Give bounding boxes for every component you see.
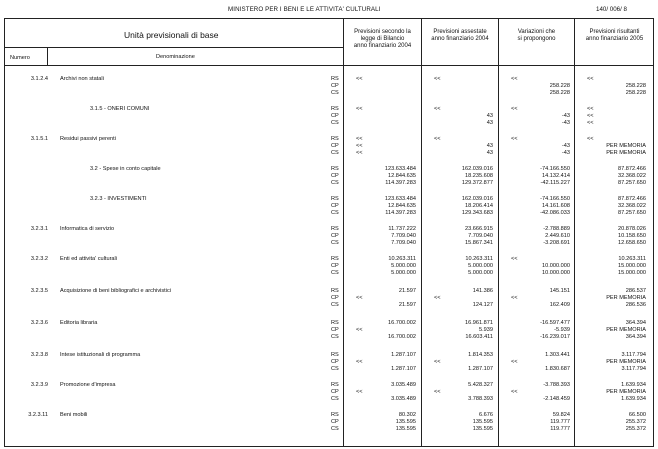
cell-value: 5.000.000 bbox=[391, 263, 416, 269]
cell-value: -43 bbox=[561, 143, 570, 149]
row-denomination: Acquisizione di beni bibliografici e archivistici bbox=[60, 288, 171, 294]
value-column-3 bbox=[505, 226, 570, 247]
cell-value: -5.939 bbox=[554, 327, 570, 333]
cell-value: 145.151 bbox=[549, 288, 570, 294]
row-code: CS bbox=[331, 180, 339, 186]
cell-value: << bbox=[511, 136, 518, 142]
row-code: RS bbox=[331, 76, 339, 82]
cell-value: 12.844.635 bbox=[388, 203, 416, 209]
row-code: CP bbox=[331, 359, 339, 365]
cell-value: 10.263.311 bbox=[465, 256, 493, 262]
cell-value bbox=[428, 90, 493, 97]
value-column-3 bbox=[505, 76, 570, 97]
cell-value: -16.239.017 bbox=[540, 334, 570, 340]
cell-value: 80.302 bbox=[398, 412, 416, 418]
cell-value: 15.000.000 bbox=[618, 263, 646, 269]
row-number: 3.2.3.6 bbox=[30, 320, 48, 326]
row-code: RS bbox=[331, 226, 339, 232]
cell-value: << bbox=[587, 120, 594, 126]
cell-value: 87.872.466 bbox=[618, 166, 646, 172]
cell-value: 18.206.414 bbox=[465, 203, 493, 209]
cell-value: 135.595 bbox=[395, 419, 416, 425]
row-code: CP bbox=[331, 327, 339, 333]
cell-value: 10.000.000 bbox=[542, 270, 570, 276]
row-code: CS bbox=[331, 302, 339, 308]
cell-value: -16.597.477 bbox=[540, 320, 570, 326]
cell-value: 114.397.283 bbox=[385, 210, 416, 216]
row-code: CP bbox=[331, 419, 339, 425]
cell-value: 10.263.311 bbox=[618, 256, 646, 262]
value-column-3 bbox=[505, 320, 570, 341]
row-code: RS bbox=[331, 136, 339, 142]
row-denomination: 3.2 - Spese in conto capitale bbox=[90, 166, 161, 172]
cell-value: 16.700.002 bbox=[388, 334, 416, 340]
table-row bbox=[0, 226, 658, 247]
value-column-4 bbox=[581, 76, 646, 97]
cell-value: 258.228 bbox=[549, 83, 570, 89]
cell-value: 10.158.650 bbox=[618, 233, 646, 239]
row-code: RS bbox=[331, 256, 339, 262]
value-column-1 bbox=[350, 106, 416, 127]
cell-value: 16.961.871 bbox=[465, 320, 493, 326]
cell-value: 12.844.635 bbox=[388, 173, 416, 179]
cell-value: << bbox=[511, 295, 518, 301]
cell-value: << bbox=[434, 389, 441, 395]
cell-value: -2.788.889 bbox=[543, 226, 570, 232]
row-code: CP bbox=[331, 203, 339, 209]
row-denomination: 3.2.3 - INVESTIMENTI bbox=[90, 196, 147, 202]
cell-value: 114.397.283 bbox=[385, 180, 416, 186]
value-column-4 bbox=[581, 226, 646, 247]
row-code: RS bbox=[331, 106, 339, 112]
cell-value: 162.039.016 bbox=[461, 166, 493, 172]
value-column-4 bbox=[581, 136, 646, 157]
cell-value: 14.132.414 bbox=[542, 173, 570, 179]
cell-value: 15.867.341 bbox=[465, 240, 493, 246]
cell-value: -43 bbox=[561, 120, 570, 126]
cell-value: 6.676 bbox=[479, 412, 493, 418]
cell-value: 66.500 bbox=[628, 412, 646, 418]
cell-value: 14.161.608 bbox=[542, 203, 570, 209]
cell-value: -74.166.550 bbox=[540, 166, 570, 172]
row-codes bbox=[331, 226, 345, 247]
row-code: CS bbox=[331, 426, 339, 432]
cell-value: 7.709.040 bbox=[468, 233, 493, 239]
value-column-3 bbox=[505, 352, 570, 373]
row-code: CS bbox=[331, 150, 339, 156]
cell-value: 1.287.107 bbox=[391, 366, 416, 372]
row-codes bbox=[331, 106, 345, 127]
cell-value: << bbox=[434, 106, 441, 112]
cell-value: 135.595 bbox=[395, 426, 416, 432]
cell-value: 43 bbox=[486, 113, 493, 119]
table-row bbox=[0, 382, 658, 403]
cell-value: 10.000.000 bbox=[542, 263, 570, 269]
cell-value: << bbox=[356, 295, 363, 301]
cell-value: 286.536 bbox=[625, 302, 646, 308]
table-row bbox=[0, 166, 658, 187]
cell-value: << bbox=[587, 76, 594, 82]
cell-value: PER MEMORIA bbox=[606, 295, 646, 301]
col1-header: Previsioni secondo la legge di Bilancio anno finanziario 2004 bbox=[353, 29, 412, 50]
value-column-4 bbox=[581, 196, 646, 217]
cell-value: 3.788.393 bbox=[468, 396, 493, 402]
cell-value: 2.449.610 bbox=[545, 233, 570, 239]
cell-value: << bbox=[356, 136, 363, 142]
table-row bbox=[0, 256, 658, 277]
cell-value: << bbox=[587, 106, 594, 112]
cell-value: 5.939 bbox=[479, 327, 493, 333]
cell-value: << bbox=[511, 106, 518, 112]
cell-value: 12.658.650 bbox=[618, 240, 646, 246]
cell-value: 21.597 bbox=[398, 288, 416, 294]
cell-value: -74.166.550 bbox=[540, 196, 570, 202]
table-row bbox=[0, 76, 658, 97]
row-denomination: Archivi non statali bbox=[60, 76, 104, 82]
value-column-1 bbox=[350, 320, 416, 341]
row-code: CS bbox=[331, 270, 339, 276]
cell-value: 15.000.000 bbox=[618, 270, 646, 276]
row-denomination: Intese istituzionali di programma bbox=[60, 352, 141, 358]
row-number: 3.2.3.8 bbox=[30, 352, 48, 358]
cell-value: 5.428.327 bbox=[468, 382, 493, 388]
value-column-1 bbox=[350, 382, 416, 403]
row-denomination: Enti ed attivita' culturali bbox=[60, 256, 118, 262]
cell-value: 258.228 bbox=[625, 90, 646, 96]
cell-value: 5.000.000 bbox=[468, 263, 493, 269]
row-number: 3.2.3.9 bbox=[30, 382, 48, 388]
row-code: CP bbox=[331, 143, 339, 149]
row-denomination: Residui passivi perenti bbox=[60, 136, 116, 142]
cell-value: 7.709.040 bbox=[391, 233, 416, 239]
table-row bbox=[0, 106, 658, 127]
cell-value: 162.409 bbox=[549, 302, 570, 308]
cell-value: 16.603.411 bbox=[465, 334, 493, 340]
cell-value: 10.263.311 bbox=[388, 256, 416, 262]
row-codes bbox=[331, 136, 345, 157]
value-column-4 bbox=[581, 256, 646, 277]
row-code: CS bbox=[331, 210, 339, 216]
row-denomination: Beni mobili bbox=[60, 412, 88, 418]
row-codes bbox=[331, 76, 345, 97]
cell-value: 135.595 bbox=[472, 419, 493, 425]
cell-value bbox=[350, 113, 416, 120]
value-column-4 bbox=[581, 106, 646, 127]
row-codes bbox=[331, 320, 345, 341]
table-row bbox=[0, 288, 658, 309]
cell-value: 59.824 bbox=[552, 412, 570, 418]
value-column-3 bbox=[505, 412, 570, 433]
cell-value: 1.830.687 bbox=[545, 366, 570, 372]
row-number: 3.2.3.5 bbox=[30, 288, 48, 294]
value-column-2 bbox=[428, 196, 493, 217]
numero-header: Numero bbox=[10, 55, 30, 61]
value-column-3 bbox=[505, 196, 570, 217]
cell-value: << bbox=[511, 256, 518, 262]
cell-value: 258.228 bbox=[625, 83, 646, 89]
value-column-4 bbox=[581, 382, 646, 403]
cell-value: 43 bbox=[486, 143, 493, 149]
value-column-1 bbox=[350, 226, 416, 247]
row-number: 3.2.3.11 bbox=[28, 412, 48, 418]
row-number: 3.2.3.2 bbox=[30, 256, 48, 262]
cell-value bbox=[350, 83, 416, 90]
row-code: CS bbox=[331, 240, 339, 246]
cell-value: PER MEMORIA bbox=[606, 327, 646, 333]
value-column-4 bbox=[581, 166, 646, 187]
numero-divider bbox=[47, 47, 48, 65]
row-codes bbox=[331, 288, 345, 309]
row-code: CS bbox=[331, 366, 339, 372]
value-column-3 bbox=[505, 256, 570, 277]
value-column-2 bbox=[428, 288, 493, 309]
row-codes bbox=[331, 412, 345, 433]
cell-value: 258.228 bbox=[549, 90, 570, 96]
row-code: CS bbox=[331, 334, 339, 340]
table-row bbox=[0, 196, 658, 217]
row-code: CP bbox=[331, 295, 339, 301]
cell-value: << bbox=[511, 76, 518, 82]
row-code: CP bbox=[331, 389, 339, 395]
cell-value: 87.257.650 bbox=[618, 210, 646, 216]
cell-value: 3.117.794 bbox=[621, 366, 646, 372]
row-code: RS bbox=[331, 382, 339, 388]
cell-value: PER MEMORIA bbox=[606, 150, 646, 156]
row-number: 3.2.3.1 bbox=[30, 226, 48, 232]
row-code: CP bbox=[331, 263, 339, 269]
cell-value: << bbox=[356, 327, 363, 333]
value-column-1 bbox=[350, 136, 416, 157]
cell-value: 162.039.016 bbox=[461, 196, 493, 202]
row-denomination: Informatica di servizio bbox=[60, 226, 115, 232]
cell-value: 3.035.489 bbox=[391, 396, 416, 402]
row-code: CP bbox=[331, 173, 339, 179]
cell-value: 11.737.222 bbox=[388, 226, 416, 232]
value-column-2 bbox=[428, 320, 493, 341]
denominazione-header: Denominazione bbox=[156, 54, 195, 60]
cell-value: -43 bbox=[561, 150, 570, 156]
cell-value: 43 bbox=[486, 150, 493, 156]
value-column-1 bbox=[350, 256, 416, 277]
value-column-4 bbox=[581, 288, 646, 309]
cell-value: 129.372.877 bbox=[461, 180, 493, 186]
cell-value: 1.287.107 bbox=[391, 352, 416, 358]
cell-value: 3.117.794 bbox=[621, 352, 646, 358]
cell-value: << bbox=[434, 136, 441, 142]
page-reference: 140/ 006/ 8 bbox=[596, 6, 627, 13]
cell-value: 255.372 bbox=[625, 426, 646, 432]
cell-value: -3.208.691 bbox=[543, 240, 570, 246]
cell-value: 141.386 bbox=[472, 288, 493, 294]
cell-value: << bbox=[434, 295, 441, 301]
row-codes bbox=[331, 352, 345, 373]
cell-value: -42.086.033 bbox=[540, 210, 570, 216]
row-code: CS bbox=[331, 90, 339, 96]
cell-value: << bbox=[356, 106, 363, 112]
cell-value: 20.878.026 bbox=[618, 226, 646, 232]
table-row bbox=[0, 412, 658, 433]
cell-value: << bbox=[356, 389, 363, 395]
header-subdivider bbox=[4, 47, 344, 48]
row-code: RS bbox=[331, 288, 339, 294]
row-code: RS bbox=[331, 166, 339, 172]
cell-value: 135.595 bbox=[472, 426, 493, 432]
col4-header: Previsioni risultanti anno finanziario 2005 bbox=[585, 29, 644, 43]
row-codes bbox=[331, 166, 345, 187]
cell-value: 1.639.934 bbox=[621, 396, 646, 402]
row-codes bbox=[331, 196, 345, 217]
cell-value: 255.372 bbox=[625, 419, 646, 425]
cell-value: << bbox=[587, 113, 594, 119]
cell-value: 5.000.000 bbox=[391, 270, 416, 276]
row-code: CS bbox=[331, 120, 339, 126]
value-column-1 bbox=[350, 352, 416, 373]
cell-value: << bbox=[356, 359, 363, 365]
ministry-header: MINISTERO PER I BENI E LE ATTIVITA' CULTURALI bbox=[228, 6, 381, 13]
cell-value: << bbox=[356, 150, 363, 156]
value-column-3 bbox=[505, 136, 570, 157]
value-column-3 bbox=[505, 288, 570, 309]
cell-value: 23.666.915 bbox=[465, 226, 493, 232]
value-column-4 bbox=[581, 412, 646, 433]
header-bottom-line bbox=[4, 65, 654, 66]
cell-value: 129.343.683 bbox=[461, 210, 493, 216]
cell-value: 87.872.466 bbox=[618, 196, 646, 202]
cell-value: 124.127 bbox=[472, 302, 493, 308]
cell-value: 119.777 bbox=[550, 426, 570, 432]
value-column-4 bbox=[581, 352, 646, 373]
cell-value: 87.257.650 bbox=[618, 180, 646, 186]
value-column-3 bbox=[505, 382, 570, 403]
cell-value bbox=[350, 90, 416, 97]
col2-header: Previsioni assestate anno finanziario 2004 bbox=[431, 29, 489, 43]
cell-value: << bbox=[434, 76, 441, 82]
table-row bbox=[0, 136, 658, 157]
cell-value: << bbox=[356, 76, 363, 82]
row-code: CP bbox=[331, 233, 339, 239]
row-code: RS bbox=[331, 352, 339, 358]
value-column-4 bbox=[581, 320, 646, 341]
row-denomination: Promozione d'impresa bbox=[60, 382, 116, 388]
col3-header: Variazioni che si propongono bbox=[517, 29, 556, 43]
cell-value: 7.709.040 bbox=[391, 240, 416, 246]
cell-value: 16.700.002 bbox=[388, 320, 416, 326]
cell-value: 1.287.107 bbox=[468, 366, 493, 372]
table-row bbox=[0, 320, 658, 341]
cell-value: << bbox=[587, 136, 594, 142]
value-column-2 bbox=[428, 226, 493, 247]
value-column-3 bbox=[505, 166, 570, 187]
cell-value: 3.035.489 bbox=[391, 382, 416, 388]
value-column-1 bbox=[350, 412, 416, 433]
cell-value: 21.597 bbox=[398, 302, 416, 308]
cell-value: << bbox=[511, 389, 518, 395]
cell-value: 1.814.353 bbox=[468, 352, 493, 358]
cell-value: PER MEMORIA bbox=[606, 143, 646, 149]
table-row bbox=[0, 352, 658, 373]
cell-value: << bbox=[434, 359, 441, 365]
cell-value: 43 bbox=[486, 120, 493, 126]
row-codes bbox=[331, 382, 345, 403]
value-column-3 bbox=[505, 106, 570, 127]
row-code: RS bbox=[331, 412, 339, 418]
value-column-2 bbox=[428, 136, 493, 157]
value-column-1 bbox=[350, 76, 416, 97]
value-column-2 bbox=[428, 256, 493, 277]
value-column-2 bbox=[428, 352, 493, 373]
row-code: CS bbox=[331, 396, 339, 402]
value-column-2 bbox=[428, 382, 493, 403]
cell-value: 119.777 bbox=[550, 419, 570, 425]
cell-value: 123.633.484 bbox=[384, 196, 416, 202]
cell-value: << bbox=[356, 143, 363, 149]
row-number: 3.1.5.1 bbox=[30, 136, 48, 142]
cell-value: 286.537 bbox=[625, 288, 646, 294]
cell-value: 364.394 bbox=[625, 334, 646, 340]
row-code: RS bbox=[331, 320, 339, 326]
value-column-1 bbox=[350, 166, 416, 187]
value-column-2 bbox=[428, 166, 493, 187]
cell-value: 32.368.022 bbox=[618, 173, 646, 179]
row-number: 3.1.2.4 bbox=[30, 76, 48, 82]
value-column-2 bbox=[428, 412, 493, 433]
cell-value: 32.368.022 bbox=[618, 203, 646, 209]
value-column-2 bbox=[428, 106, 493, 127]
cell-value bbox=[350, 120, 416, 127]
cell-value: PER MEMORIA bbox=[606, 359, 646, 365]
cell-value: 18.235.608 bbox=[465, 173, 493, 179]
cell-value: -42.115.227 bbox=[540, 180, 570, 186]
value-column-2 bbox=[428, 76, 493, 97]
cell-value: 123.633.484 bbox=[384, 166, 416, 172]
unit-title: Unità previsionali di base bbox=[124, 30, 219, 40]
row-code: CP bbox=[331, 113, 339, 119]
cell-value: 1.303.441 bbox=[545, 352, 570, 358]
cell-value: << bbox=[511, 359, 518, 365]
row-code: RS bbox=[331, 196, 339, 202]
cell-value: 1.639.934 bbox=[621, 382, 646, 388]
cell-value bbox=[428, 83, 493, 90]
value-column-1 bbox=[350, 288, 416, 309]
cell-value: -2.148.459 bbox=[543, 396, 570, 402]
row-code: CP bbox=[331, 83, 339, 89]
cell-value: -3.788.393 bbox=[543, 382, 570, 388]
cell-value: -43 bbox=[561, 113, 570, 119]
row-denomination: Editoria libraria bbox=[60, 320, 98, 326]
value-column-1 bbox=[350, 196, 416, 217]
cell-value: 5.000.000 bbox=[468, 270, 493, 276]
row-codes bbox=[331, 256, 345, 277]
row-denomination: 3.1.5 - ONERI COMUNI bbox=[90, 106, 150, 112]
cell-value: 364.394 bbox=[625, 320, 646, 326]
cell-value: PER MEMORIA bbox=[606, 389, 646, 395]
